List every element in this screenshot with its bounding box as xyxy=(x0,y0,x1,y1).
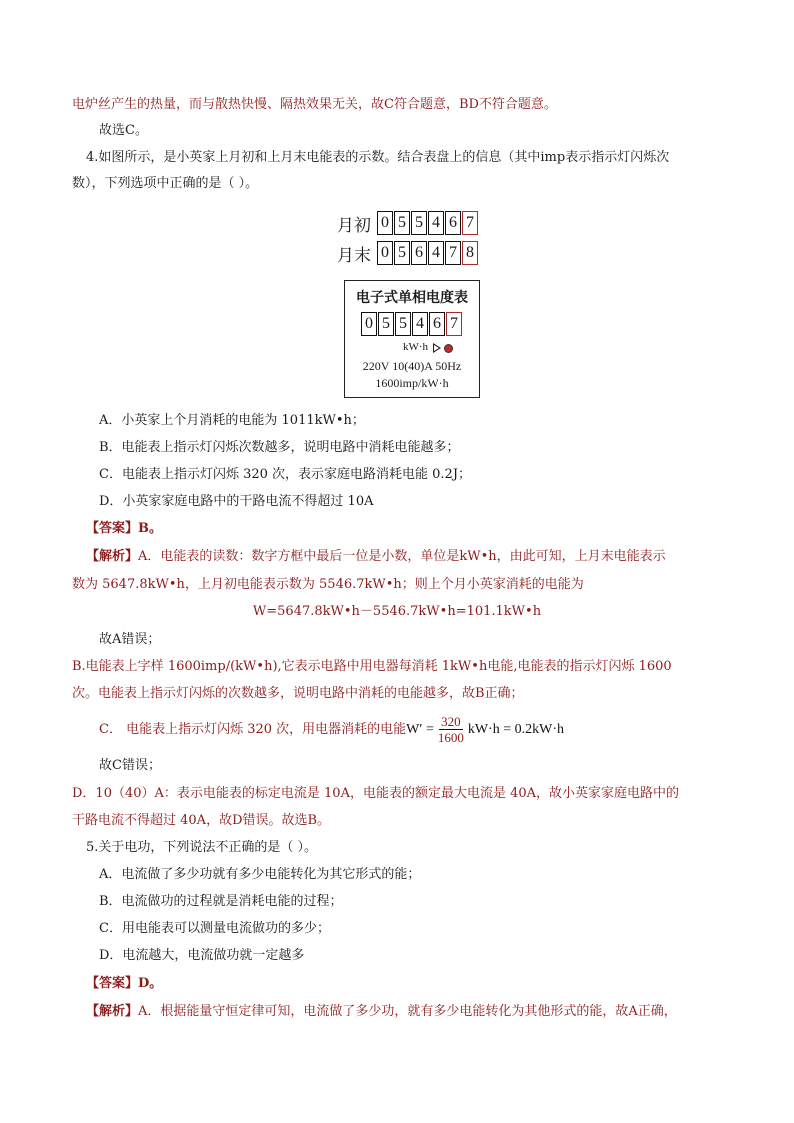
explanation-4-c xyxy=(99,714,564,746)
text-line: 故选C。 xyxy=(99,123,148,138)
question-5-stem: 5.关于电功，下列说法不正确的是（ ）。 xyxy=(86,840,318,855)
digit-decimal: 7 xyxy=(462,211,478,235)
digit: 4 xyxy=(428,241,444,265)
meter-digits xyxy=(361,312,463,336)
text-line: C． 电能表上指示灯闪烁 320 次，用电器消耗的电能 xyxy=(99,722,407,737)
meter-title: 电子式单相电度表 xyxy=(356,290,468,306)
digit: 6 xyxy=(445,211,461,235)
explanation-text: A．电能表的读数：数字方框中最后一位是小数，单位是kW•h，由此可知，上月末电能表示 xyxy=(138,549,666,564)
explanation-tag: 【解析】 xyxy=(86,1004,139,1019)
text-line: 次。电能表上指示灯闪烁的次数越多，说明电路中消耗的电能越多，故B正确； xyxy=(72,686,524,701)
option-b: B．电流做功的过程就是消耗电能的过程； xyxy=(99,894,343,909)
option-a: A．小英家上个月消耗的电能为 1011kW•h； xyxy=(99,413,365,428)
play-icon xyxy=(433,343,441,353)
meter-spec-constant: 1600imp/kW·h xyxy=(375,376,449,390)
option-d: D．小英家家庭电路中的干路电流不得超过 10A xyxy=(99,494,374,509)
digit: 5 xyxy=(395,312,411,336)
explanation-4 xyxy=(86,548,666,566)
text-line: 电炉丝产生的热量，而与散热快慢、隔热效果无关，故C符合题意，BD不符合题意。 xyxy=(72,97,557,112)
explanation-tag: 【解析】 xyxy=(86,549,139,564)
digit: 5 xyxy=(394,241,410,265)
question-4-stem-cont: 数），下列选项中正确的是（ ）。 xyxy=(72,176,259,191)
formula-lhs: W′ = xyxy=(406,722,434,737)
digit-decimal: 8 xyxy=(462,241,478,265)
text-line: 干路电流不得超过 40A，故D错误。故选B。 xyxy=(72,813,331,828)
text-line: 故C错误； xyxy=(99,758,161,773)
digit: 5 xyxy=(394,211,410,235)
explanation-text: A．根据能量守恒定律可知，电流做了多少功，就有多少电能转化为其他形式的能，故A正确， xyxy=(138,1004,677,1019)
digit-decimal: 7 xyxy=(446,312,462,336)
meter-reading-start xyxy=(337,209,479,237)
meter-reading-end xyxy=(337,239,479,267)
fraction-numerator: 320 xyxy=(441,714,461,729)
text-line: 故A错误； xyxy=(99,632,161,647)
row-label: 月末 xyxy=(337,245,371,266)
option-b: B．电能表上指示灯闪烁次数越多，说明电路中消耗电能越多； xyxy=(99,440,460,455)
digit: 0 xyxy=(377,211,393,235)
meter-spec-rating: 220V 10(40)A 50Hz xyxy=(362,359,462,373)
option-d: D．电流越大，电流做功就一定越多 xyxy=(99,948,305,963)
digit: 0 xyxy=(361,312,377,336)
fraction xyxy=(436,714,466,745)
digit: 5 xyxy=(378,312,394,336)
option-c: C．用电能表可以测量电流做功的多少； xyxy=(99,921,330,936)
digit: 7 xyxy=(445,241,461,265)
explanation-5 xyxy=(86,1003,677,1021)
meter-unit: kW·h xyxy=(403,341,429,353)
digit: 6 xyxy=(429,312,445,336)
digit: 4 xyxy=(412,312,428,336)
question-4-stem: 4.如图所示，是小英家上月初和上月末电能表的示数。结合表盘上的信息（其中imp表示指示灯闪烁次 xyxy=(86,150,670,165)
indicator-lamp-icon xyxy=(444,344,453,353)
row-label: 月初 xyxy=(337,215,371,236)
answer-5: 【答案】D。 xyxy=(86,976,163,991)
explanation-4-cont: 数为 5647.8kW•h，上月初电能表示数为 5546.7kW•h；则上个月小英家消耗的电能为 xyxy=(72,577,584,592)
digit: 0 xyxy=(377,241,393,265)
formula-rhs: kW·h = 0.2kW·h xyxy=(467,722,564,737)
digit: 5 xyxy=(411,211,427,235)
text-line: D．10（40）A：表示电能表的标定电流是 10A，电能表的额定最大电流是 40A，故小英家家庭电路中的 xyxy=(72,786,680,801)
fraction-denominator: 1600 xyxy=(437,730,464,745)
text-line: B.电能表上字样 1600imp/(kW•h),它表示电路中用电器每消耗 1kW•h电能,电能表的指示灯闪烁 1600 xyxy=(72,659,672,674)
digit: 6 xyxy=(411,241,427,265)
option-c: C．电能表上指示灯闪烁 320 次，表示家庭电路消耗电能 0.2J； xyxy=(99,467,472,482)
equation: W=5647.8kW•h－5546.7kW•h=101.1kW•h xyxy=(252,604,542,619)
answer-4: 【答案】B。 xyxy=(86,521,162,536)
digit: 4 xyxy=(428,211,444,235)
electric-meter-panel xyxy=(344,280,480,398)
option-a: A．电流做了多少功就有多少电能转化为其它形式的能； xyxy=(99,867,421,882)
